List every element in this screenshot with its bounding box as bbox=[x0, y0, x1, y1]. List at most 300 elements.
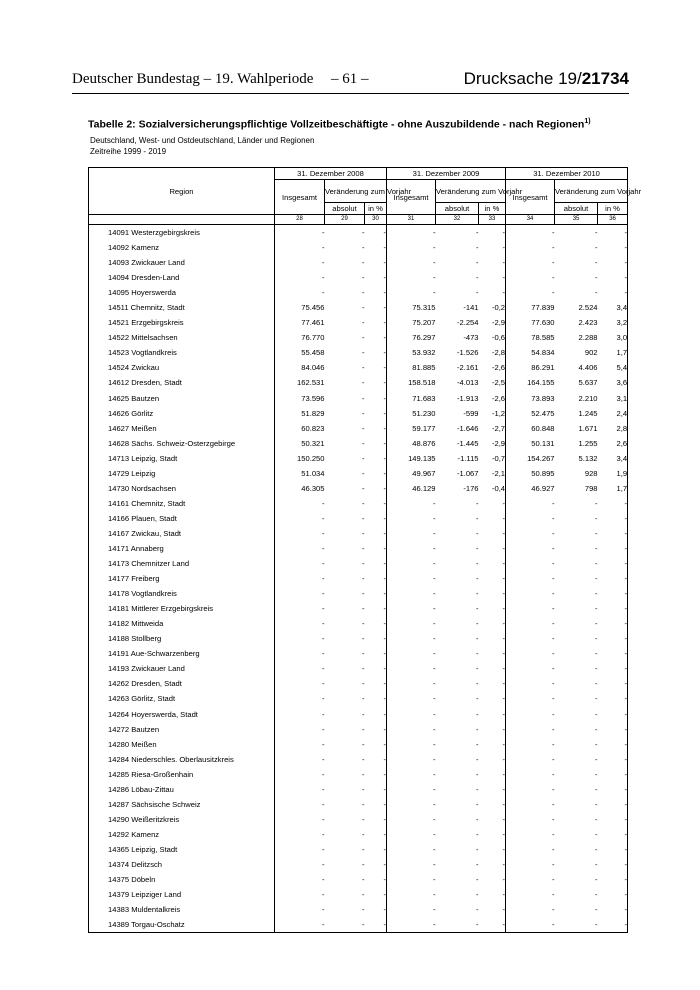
pct-change-2008-cell: - bbox=[383, 634, 387, 644]
total-2009-cell: - bbox=[387, 767, 436, 782]
table-row bbox=[89, 691, 628, 706]
region-cell: 14264 Hoyerswerda, Stadt bbox=[89, 707, 275, 722]
abs-change-2010-cell: 2.423 bbox=[578, 318, 598, 328]
pct-change-2008-cell: - bbox=[383, 739, 387, 749]
pct-change-2009-cell: -2,6 bbox=[491, 393, 506, 403]
abs-change-2009-cell: - bbox=[475, 829, 479, 839]
abs-change-2010-cell: - bbox=[595, 784, 598, 794]
abs-change-2009-cell: - bbox=[475, 784, 479, 794]
pct-change-2009-cell: - bbox=[502, 544, 506, 553]
abs-change-2010-cell: 928 bbox=[584, 468, 598, 478]
pct-change-2009-cell: -1,2 bbox=[491, 408, 506, 418]
pct-change-2010-cell: - bbox=[624, 498, 628, 508]
total-2009-cell: - bbox=[387, 812, 436, 827]
table-row bbox=[89, 571, 628, 586]
total-2008-cell: 55.458 bbox=[275, 345, 325, 360]
column-number: 32 bbox=[436, 215, 479, 225]
pct-change-2009-cell: - bbox=[502, 724, 506, 734]
total-2010-cell: - bbox=[506, 556, 555, 571]
region-cell: 14166 Plauen, Stadt bbox=[89, 511, 275, 526]
pct-change-2010-cell: 3,6 bbox=[616, 378, 628, 388]
abs-change-2009-cell: - bbox=[475, 649, 479, 659]
total-2009-cell: - bbox=[387, 827, 436, 842]
abs-change-2008-cell: - bbox=[361, 574, 365, 584]
abs-change-2008-cell: - bbox=[361, 664, 365, 674]
abs-change-2009-cell: -2.161 bbox=[456, 363, 479, 373]
table-row bbox=[89, 466, 628, 481]
total-2009-cell: 75.315 bbox=[387, 300, 436, 315]
abs-change-2010-cell: - bbox=[595, 724, 598, 734]
total-2010-cell: 78.585 bbox=[506, 330, 555, 345]
total-2010-cell: - bbox=[506, 917, 555, 933]
total-2008-cell: - bbox=[275, 722, 325, 737]
abs-change-2010-cell: 902 bbox=[584, 348, 598, 358]
pct-change-2009-cell: - bbox=[502, 243, 506, 253]
pct-change-2008-cell: - bbox=[383, 438, 387, 448]
abs-change-2009-cell: - bbox=[475, 619, 479, 629]
total-2008-cell: - bbox=[275, 752, 325, 767]
abs-change-2010-cell: 5.132 bbox=[578, 453, 598, 463]
table-title-footnote: 1) bbox=[584, 118, 591, 125]
total-2010-cell: 54.834 bbox=[506, 345, 555, 360]
abs-change-2008-cell: - bbox=[361, 709, 365, 719]
total-2010-cell: - bbox=[506, 842, 555, 857]
abs-change-2008-cell: - bbox=[361, 844, 365, 854]
total-2008-cell: - bbox=[275, 601, 325, 616]
abs-change-2009-cell: -473 bbox=[463, 333, 479, 343]
total-header: Insgesamt bbox=[387, 180, 436, 215]
pct-change-2010-cell: - bbox=[624, 829, 628, 839]
table-row bbox=[89, 601, 628, 616]
total-2008-cell: - bbox=[275, 842, 325, 857]
pct-change-2010-cell: - bbox=[598, 917, 628, 933]
pct-change-2010-cell: 2,6 bbox=[616, 438, 628, 448]
abs-change-2010-cell: - bbox=[595, 574, 598, 584]
pct-change-2008-cell: - bbox=[383, 844, 387, 854]
region-cell: 14729 Leipzig bbox=[89, 466, 275, 481]
table-row bbox=[89, 421, 628, 436]
total-2010-cell: - bbox=[506, 827, 555, 842]
total-2008-cell: 75.456 bbox=[275, 300, 325, 315]
abs-change-2010-cell: - bbox=[595, 513, 598, 523]
abs-change-2009-cell: - bbox=[475, 859, 479, 869]
abs-change-2009-cell: - bbox=[475, 905, 479, 915]
total-2010-cell: - bbox=[506, 526, 555, 541]
region-cell: 14713 Leipzig, Stadt bbox=[89, 451, 275, 466]
total-2008-cell: 46.305 bbox=[275, 481, 325, 496]
total-2008-cell: - bbox=[275, 767, 325, 782]
total-2008-cell: 162.531 bbox=[275, 375, 325, 390]
total-2008-cell: 77.461 bbox=[275, 315, 325, 330]
total-2010-cell: - bbox=[506, 812, 555, 827]
region-cell: 14285 Riesa-Großenhain bbox=[89, 767, 275, 782]
region-cell: 14263 Görlitz, Stadt bbox=[89, 691, 275, 706]
abs-change-2010-cell: - bbox=[595, 679, 598, 689]
total-2008-cell: 51.034 bbox=[275, 466, 325, 481]
total-2010-cell: - bbox=[506, 737, 555, 752]
abs-change-2010-cell: - bbox=[595, 694, 598, 704]
pct-change-2010-cell: - bbox=[624, 604, 628, 614]
pct-change-2009-cell: -2,9 bbox=[491, 318, 506, 328]
table-row bbox=[89, 526, 628, 541]
pct-change-2010-cell: - bbox=[624, 589, 628, 599]
pct-change-2010-cell: 3,4 bbox=[616, 453, 628, 463]
pct-change-2008-cell: - bbox=[383, 649, 387, 659]
pct-change-2009-cell: -2,8 bbox=[491, 348, 506, 358]
pct-change-2008-cell: - bbox=[383, 574, 387, 584]
region-cell: 14188 Stollberg bbox=[89, 631, 275, 646]
percent-header: in % bbox=[365, 203, 387, 215]
region-cell: 14522 Mittelsachsen bbox=[89, 330, 275, 345]
pct-change-2010-cell: - bbox=[624, 814, 628, 824]
column-number: 36 bbox=[598, 215, 628, 225]
column-number: 34 bbox=[506, 215, 555, 225]
pct-change-2009-cell: - bbox=[502, 619, 506, 629]
total-2010-cell: 164.155 bbox=[506, 375, 555, 390]
column-number: 31 bbox=[387, 215, 436, 225]
region-cell: 14095 Hoyerswerda bbox=[89, 285, 275, 300]
abs-change-2009-cell: - bbox=[475, 228, 479, 238]
pct-change-2010-cell: - bbox=[624, 694, 628, 704]
region-cell: 14091 Westerzgebirgskreis bbox=[89, 225, 275, 241]
pct-change-2009-cell: - bbox=[502, 694, 506, 704]
pct-change-2010-cell: 5,4 bbox=[616, 363, 628, 373]
pct-change-2008-cell: - bbox=[383, 890, 387, 900]
table-row bbox=[89, 360, 628, 375]
abs-change-2008-cell: - bbox=[361, 318, 365, 328]
total-2009-cell: 48.876 bbox=[387, 436, 436, 451]
abs-change-2008-cell: - bbox=[361, 423, 365, 433]
table-row bbox=[89, 812, 628, 827]
total-2010-cell: 50.131 bbox=[506, 436, 555, 451]
pct-change-2009-cell: - bbox=[502, 528, 506, 538]
abs-change-2010-cell: - bbox=[595, 859, 598, 869]
abs-change-2009-cell: - bbox=[475, 769, 479, 779]
abs-change-2009-cell: - bbox=[475, 634, 479, 644]
abs-change-2008-cell: - bbox=[361, 724, 365, 734]
pct-change-2008-cell: - bbox=[383, 754, 387, 764]
total-2010-cell: - bbox=[506, 616, 555, 631]
total-2008-cell: - bbox=[275, 857, 325, 872]
abs-change-2010-cell: - bbox=[595, 754, 598, 764]
total-2008-cell: - bbox=[275, 240, 325, 255]
pct-change-2008-cell: - bbox=[383, 303, 387, 313]
total-2009-cell: - bbox=[387, 782, 436, 797]
abs-change-2009-cell: - bbox=[436, 917, 479, 933]
abs-change-2008-cell: - bbox=[361, 634, 365, 644]
column-number: 33 bbox=[479, 215, 506, 225]
abs-change-2010-cell: - bbox=[595, 243, 598, 253]
column-number: 29 bbox=[325, 215, 365, 225]
abs-change-2008-cell: - bbox=[361, 453, 365, 463]
abs-change-2009-cell: - bbox=[475, 724, 479, 734]
pct-change-2010-cell: - bbox=[624, 875, 628, 885]
total-2009-cell: - bbox=[387, 707, 436, 722]
abs-change-2010-cell: 1.245 bbox=[578, 408, 598, 418]
total-header: Insgesamt bbox=[506, 180, 555, 215]
abs-change-2010-cell: - bbox=[595, 528, 598, 538]
pct-change-2009-cell: - bbox=[502, 814, 506, 824]
total-2008-cell: - bbox=[275, 586, 325, 601]
total-2009-cell: - bbox=[387, 691, 436, 706]
pct-change-2010-cell: - bbox=[624, 273, 628, 283]
abs-change-2009-cell: -4.013 bbox=[456, 378, 479, 388]
pct-change-2010-cell: - bbox=[624, 754, 628, 764]
percent-header: in % bbox=[598, 203, 628, 215]
region-cell: 14167 Zwickau, Stadt bbox=[89, 526, 275, 541]
abs-change-2009-cell: - bbox=[475, 664, 479, 674]
total-header: Insgesamt bbox=[275, 180, 325, 215]
total-2010-cell: - bbox=[506, 631, 555, 646]
abs-change-2010-cell: 1.255 bbox=[578, 438, 598, 448]
table-row bbox=[89, 797, 628, 812]
pct-change-2008-cell: - bbox=[383, 799, 387, 809]
abs-change-2009-cell: - bbox=[475, 709, 479, 719]
pct-change-2010-cell: - bbox=[624, 559, 628, 569]
abs-change-2008-cell: - bbox=[361, 288, 365, 298]
total-2008-cell: 60.823 bbox=[275, 421, 325, 436]
pct-change-2008-cell: - bbox=[383, 859, 387, 869]
total-2009-cell: - bbox=[387, 556, 436, 571]
table-row bbox=[89, 842, 628, 857]
pct-change-2008-cell: - bbox=[383, 408, 387, 418]
abs-change-2010-cell: - bbox=[595, 634, 598, 644]
total-2009-cell: 158.518 bbox=[387, 375, 436, 390]
pct-change-2008-cell: - bbox=[383, 348, 387, 358]
pct-change-2010-cell: - bbox=[624, 664, 628, 674]
pct-change-2010-cell: - bbox=[624, 243, 628, 253]
region-cell: 14524 Zwickau bbox=[89, 360, 275, 375]
region-cell: 14287 Sächsische Schweiz bbox=[89, 797, 275, 812]
table-row bbox=[89, 330, 628, 345]
abs-change-2010-cell: - bbox=[595, 544, 598, 553]
table-title-text: Tabelle 2: Sozialversicherungspflichtige Vollzeitbeschäftigte - ohne Auszubildende - nach Regionen bbox=[88, 118, 585, 131]
abs-change-2009-cell: - bbox=[475, 258, 479, 268]
pct-change-2008-cell: - bbox=[383, 619, 387, 629]
pct-change-2010-cell: - bbox=[624, 844, 628, 854]
abs-change-2009-cell: - bbox=[475, 739, 479, 749]
table-head bbox=[89, 168, 642, 225]
table-row bbox=[89, 616, 628, 631]
total-2008-cell: - bbox=[275, 812, 325, 827]
total-2010-cell: - bbox=[506, 722, 555, 737]
abs-change-2009-cell: - bbox=[475, 589, 479, 599]
total-2010-cell: 77.630 bbox=[506, 315, 555, 330]
change-header: Veränderung zum Vorjahr bbox=[436, 180, 506, 203]
abs-change-2009-cell: - bbox=[475, 273, 479, 283]
region-cell: 14181 Mittlerer Erzgebirgskreis bbox=[89, 601, 275, 616]
region-cell: 14730 Nordsachsen bbox=[89, 481, 275, 496]
abs-change-2008-cell: - bbox=[361, 875, 365, 885]
pct-change-2009-cell: - bbox=[502, 709, 506, 719]
pct-change-2008-cell: - bbox=[383, 589, 387, 599]
table-row bbox=[89, 270, 628, 285]
pct-change-2008-cell: - bbox=[383, 333, 387, 343]
abs-change-2010-cell: - bbox=[595, 619, 598, 629]
total-2009-cell: 76.297 bbox=[387, 330, 436, 345]
abs-change-2009-cell: - bbox=[475, 288, 479, 298]
pct-change-2008-cell: - bbox=[383, 258, 387, 268]
pct-change-2010-cell: - bbox=[624, 799, 628, 809]
total-2008-cell: - bbox=[275, 270, 325, 285]
pct-change-2010-cell: 1,7 bbox=[616, 348, 628, 358]
table-row bbox=[89, 300, 628, 315]
total-2010-cell: - bbox=[506, 707, 555, 722]
abs-change-2010-cell: 798 bbox=[584, 483, 598, 493]
total-2008-cell: - bbox=[275, 571, 325, 586]
pct-change-2008-cell: - bbox=[383, 604, 387, 614]
pct-change-2009-cell: - bbox=[502, 258, 506, 268]
pct-change-2010-cell: - bbox=[624, 528, 628, 538]
region-cell: 14626 Görlitz bbox=[89, 406, 275, 421]
total-2008-cell: - bbox=[275, 646, 325, 661]
total-2008-cell: - bbox=[275, 285, 325, 300]
pct-change-2008-cell: - bbox=[383, 679, 387, 689]
absolute-header: absolut bbox=[436, 203, 479, 215]
total-2010-cell: 77.839 bbox=[506, 300, 555, 315]
table-row bbox=[89, 827, 628, 842]
abs-change-2010-cell: - bbox=[595, 799, 598, 809]
total-2010-cell: 60.848 bbox=[506, 421, 555, 436]
region-cell: 14389 Torgau-Oschatz bbox=[89, 917, 275, 933]
total-2010-cell: 52.475 bbox=[506, 406, 555, 421]
data-table bbox=[88, 167, 642, 933]
change-header: Veränderung zum Vorjahr bbox=[325, 180, 387, 203]
total-2009-cell: - bbox=[387, 737, 436, 752]
total-2008-cell: - bbox=[275, 691, 325, 706]
table-row bbox=[89, 917, 628, 933]
table-row bbox=[89, 646, 628, 661]
abs-change-2009-cell: - bbox=[475, 814, 479, 824]
region-cell: 14523 Vogtlandkreis bbox=[89, 345, 275, 360]
pct-change-2010-cell: - bbox=[624, 544, 628, 553]
pct-change-2009-cell: - bbox=[502, 288, 506, 298]
abs-change-2009-cell: - bbox=[475, 799, 479, 809]
total-2010-cell: 50.895 bbox=[506, 466, 555, 481]
table-row bbox=[89, 541, 628, 556]
total-2010-cell: - bbox=[506, 511, 555, 526]
pct-change-2008-cell: - bbox=[383, 875, 387, 885]
abs-change-2009-cell: - bbox=[475, 544, 479, 553]
pct-change-2009-cell: -2,7 bbox=[491, 423, 506, 433]
abs-change-2008-cell: - bbox=[361, 784, 365, 794]
region-cell: 14365 Leipzig, Stadt bbox=[89, 842, 275, 857]
abs-change-2010-cell: 1.671 bbox=[578, 423, 598, 433]
table-subtitle-period: Zeitreihe 1999 - 2019 bbox=[90, 147, 167, 156]
total-2010-cell: 46.927 bbox=[506, 481, 555, 496]
pct-change-2008-cell: - bbox=[383, 423, 387, 433]
abs-change-2010-cell: - bbox=[595, 559, 598, 569]
abs-change-2009-cell: - bbox=[475, 754, 479, 764]
pct-change-2008-cell: - bbox=[383, 273, 387, 283]
table-row bbox=[89, 451, 628, 466]
abs-change-2009-cell: -1.526 bbox=[456, 348, 479, 358]
region-cell: 14171 Annaberg bbox=[89, 541, 275, 556]
abs-change-2008-cell: - bbox=[361, 303, 365, 313]
abs-change-2008-cell: - bbox=[361, 483, 365, 493]
total-2008-cell: 50.321 bbox=[275, 436, 325, 451]
abs-change-2008-cell: - bbox=[361, 769, 365, 779]
total-2008-cell: - bbox=[275, 872, 325, 887]
pct-change-2009-cell: - bbox=[502, 649, 506, 659]
abs-change-2010-cell: 2.524 bbox=[578, 303, 598, 313]
abs-change-2008-cell: - bbox=[361, 333, 365, 343]
abs-change-2009-cell: - bbox=[475, 890, 479, 900]
pct-change-2010-cell: - bbox=[624, 649, 628, 659]
pct-change-2009-cell: -0,4 bbox=[491, 483, 506, 493]
abs-change-2008-cell: - bbox=[361, 378, 365, 388]
pct-change-2010-cell: - bbox=[624, 574, 628, 584]
abs-change-2009-cell: -141 bbox=[463, 303, 479, 313]
total-2008-cell: 76.770 bbox=[275, 330, 325, 345]
total-2009-cell: - bbox=[387, 541, 436, 556]
pct-change-2010-cell: 3,1 bbox=[616, 393, 628, 403]
region-cell: 14521 Erzgebirgskreis bbox=[89, 315, 275, 330]
region-cell: 14284 Niederschles. Oberlausitzkreis bbox=[89, 752, 275, 767]
total-2009-cell: - bbox=[387, 270, 436, 285]
region-cell: 14093 Zwickauer Land bbox=[89, 255, 275, 270]
region-cell: 14193 Zwickauer Land bbox=[89, 661, 275, 676]
abs-change-2010-cell: - bbox=[555, 917, 598, 933]
total-2010-cell: - bbox=[506, 255, 555, 270]
pct-change-2009-cell: - bbox=[502, 513, 506, 523]
abs-change-2009-cell: - bbox=[475, 694, 479, 704]
total-2009-cell: - bbox=[387, 752, 436, 767]
table-row bbox=[89, 496, 628, 511]
pct-change-2008-cell: - bbox=[365, 917, 387, 933]
total-2010-cell: - bbox=[506, 646, 555, 661]
total-2009-cell: - bbox=[387, 842, 436, 857]
abs-change-2008-cell: - bbox=[361, 528, 365, 538]
abs-change-2009-cell: -1.115 bbox=[457, 453, 479, 463]
abs-change-2008-cell: - bbox=[361, 544, 365, 553]
pct-change-2008-cell: - bbox=[383, 544, 387, 553]
total-2009-cell: - bbox=[387, 661, 436, 676]
region-cell: 14092 Kamenz bbox=[89, 240, 275, 255]
total-2009-cell: 53.932 bbox=[387, 345, 436, 360]
pct-change-2010-cell: 3,0 bbox=[616, 333, 628, 343]
abs-change-2008-cell: - bbox=[361, 498, 365, 508]
pct-change-2010-cell: - bbox=[624, 905, 628, 915]
total-2008-cell: - bbox=[275, 225, 325, 241]
table-row bbox=[89, 857, 628, 872]
abs-change-2010-cell: - bbox=[595, 664, 598, 674]
abs-change-2010-cell: - bbox=[595, 769, 598, 779]
abs-change-2009-cell: -2.254 bbox=[456, 318, 479, 328]
total-2009-cell: 59.177 bbox=[387, 421, 436, 436]
pct-change-2009-cell: - bbox=[502, 829, 506, 839]
pct-change-2010-cell: - bbox=[624, 709, 628, 719]
total-2009-cell: 81.885 bbox=[387, 360, 436, 375]
total-2008-cell: - bbox=[275, 737, 325, 752]
total-2010-cell: 73.893 bbox=[506, 391, 555, 406]
total-2010-cell: - bbox=[506, 240, 555, 255]
pct-change-2009-cell: - bbox=[502, 273, 506, 283]
abs-change-2008-cell: - bbox=[361, 228, 365, 238]
table-row bbox=[89, 285, 628, 300]
abs-change-2010-cell: - bbox=[595, 228, 598, 238]
total-2008-cell: 51.829 bbox=[275, 406, 325, 421]
absolute-header: absolut bbox=[555, 203, 598, 215]
pct-change-2008-cell: - bbox=[383, 453, 387, 463]
pct-change-2009-cell: - bbox=[502, 604, 506, 614]
total-2009-cell: - bbox=[387, 631, 436, 646]
total-2010-cell: - bbox=[506, 270, 555, 285]
total-2010-cell: - bbox=[506, 571, 555, 586]
abs-change-2010-cell: 5.637 bbox=[578, 378, 598, 388]
abs-change-2008-cell: - bbox=[361, 589, 365, 599]
abs-change-2008-cell: - bbox=[361, 799, 365, 809]
